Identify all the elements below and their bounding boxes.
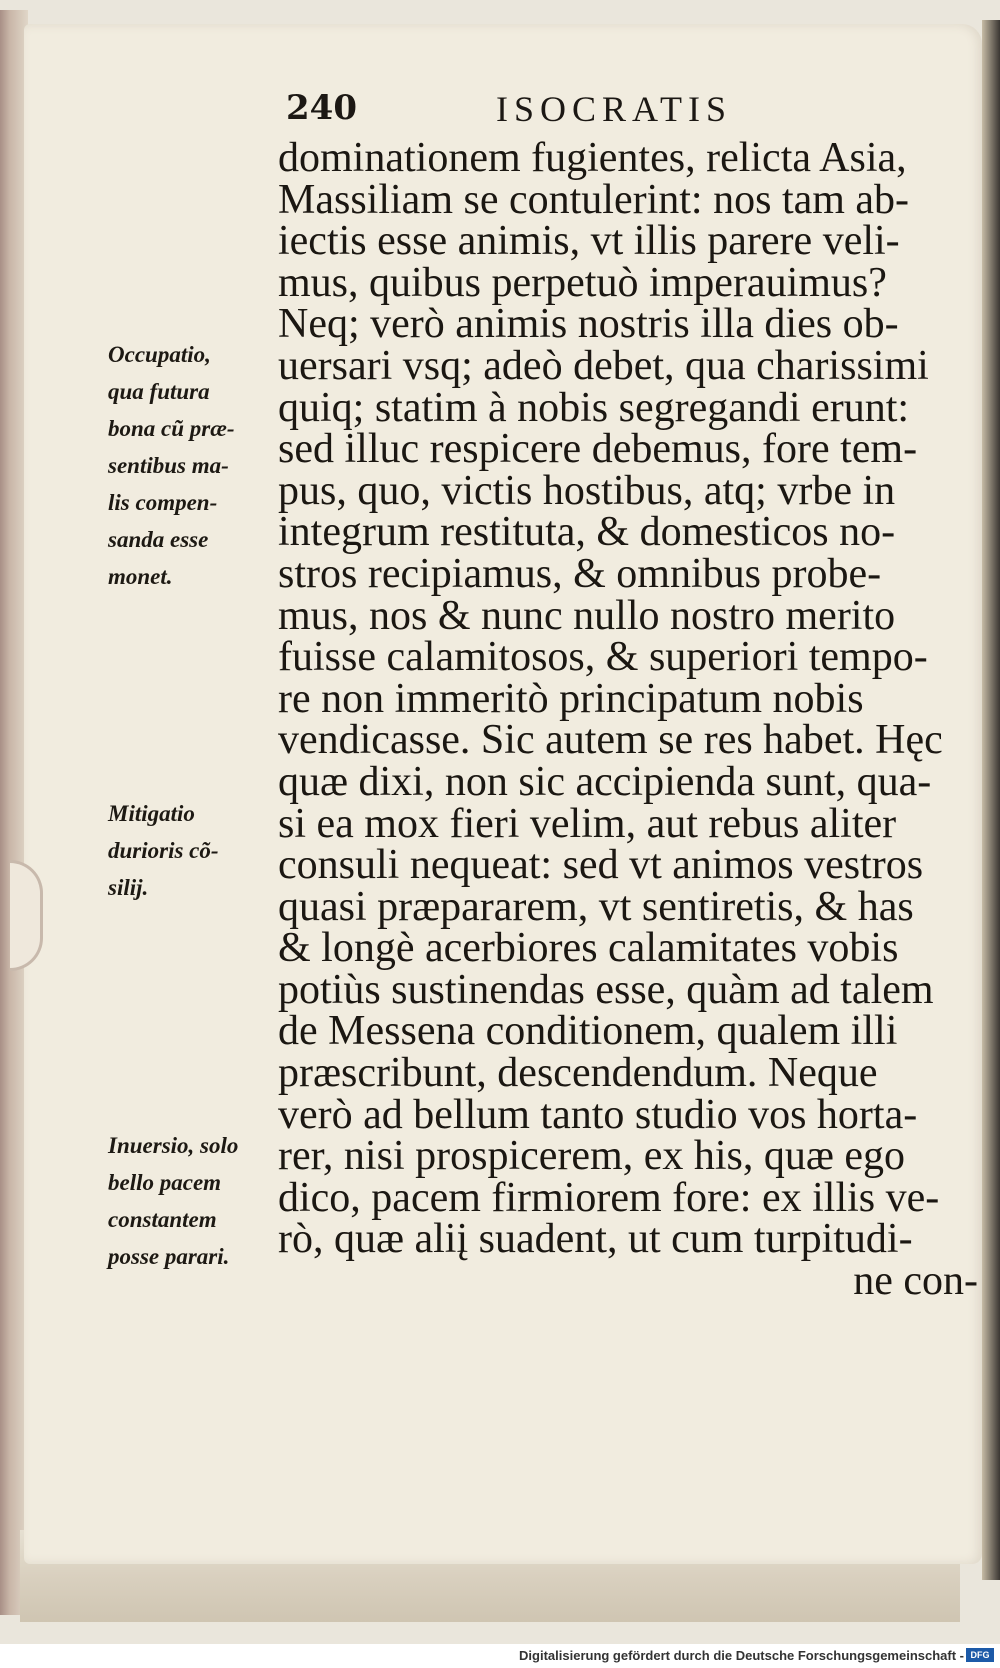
funding-credit: Digitalisierung gefördert durch die Deutsche Forschungsgemeinschaft - — [519, 1648, 964, 1663]
catchword: ne con- — [853, 1258, 978, 1305]
text-line: potiùs sustinendas esse, quàm ad talem — [278, 966, 934, 1013]
text-line: stros recipiamus, & omnibus probe- — [278, 550, 882, 597]
text-line: præscribunt, descendendum. Neque — [278, 1050, 878, 1097]
page-tab-marker — [10, 860, 43, 971]
marginal-line: silij. — [108, 875, 149, 900]
marginal-line: sentibus ma- — [108, 453, 229, 478]
text-line: vendicasse. Sic autem se res habet. Hęc — [278, 717, 943, 764]
marginal-line: bello pacem — [108, 1170, 222, 1195]
marginal-note-inuersio — [108, 1127, 238, 1275]
marginal-line: posse parari. — [108, 1244, 230, 1269]
running-head — [286, 88, 926, 138]
marginal-line: Mitigatio — [108, 801, 195, 826]
marginal-line: constantem — [108, 1207, 217, 1232]
main-text-block — [278, 135, 978, 1305]
text-line: uersari vsq; adeò debet, qua charissimi — [278, 342, 929, 389]
text-line: si ea mox fieri velim, aut rebus aliter — [278, 800, 897, 847]
text-line: de Messena conditionem, qualem illi — [278, 1008, 898, 1055]
running-title: ISOCRATIS — [496, 89, 733, 129]
text-line: & longè acerbiores calamitates vobis — [278, 925, 899, 972]
dfg-logo: DFG — [966, 1648, 994, 1662]
text-line: mus, quibus perpetuò imperauimus? — [278, 259, 887, 306]
text-line: Neq; verò animis nostris illa dies ob- — [278, 301, 899, 348]
text-line: quiq; statim à nobis segregandi erunt: — [278, 384, 910, 431]
text-line: consuli nequeat: sed vt animos vestros — [278, 842, 924, 889]
text-line: quæ dixi, non sic accipienda sunt, qua- — [278, 758, 932, 805]
page-number: 240 — [286, 88, 357, 128]
marginal-line: qua futura — [108, 379, 210, 404]
marginal-line: monet. — [108, 564, 173, 589]
marginal-note-mitigatio — [108, 795, 219, 906]
text-line: rer, nisi prospicerem, ex his, quæ ego — [278, 1133, 906, 1180]
text-line: Massiliam se contulerint: nos tam ab- — [278, 176, 910, 223]
marginal-note-occupatio — [108, 336, 235, 595]
text-line: dominationem fugientes, relicta Asia, — [278, 135, 907, 181]
marginal-line: sanda esse — [108, 527, 209, 552]
text-line: quasi præpararem, vt sentiretis, & has — [278, 883, 914, 930]
text-line: pus, quo, victis hostibus, atq; vrbe in — [278, 467, 896, 514]
text-line: re non immeritò principatum nobis — [278, 675, 864, 722]
text-line: rò, quæ aliį suadent, ut cum turpitudi- — [278, 1216, 913, 1263]
text-line: sed illuc respicere debemus, fore tem- — [278, 426, 918, 473]
text-line: iectis esse animis, vt illis parere veli- — [278, 218, 900, 265]
marginal-line: Inuersio, solo — [108, 1133, 239, 1158]
text-line: dico, pacem firmiorem fore: ex illis ve- — [278, 1174, 940, 1221]
marginal-line: durioris cõ- — [108, 838, 219, 863]
text-line: verò ad bellum tanto studio vos horta- — [278, 1091, 918, 1138]
text-line: mus, nos & nunc nullo nostro merito — [278, 592, 896, 639]
facing-page-edge — [982, 20, 1000, 1580]
marginal-line: lis compen- — [108, 490, 218, 515]
marginal-line: bona cũ præ- — [108, 416, 235, 441]
text-line: integrum restituta, & domesticos no- — [278, 509, 896, 556]
text-line: fuisse calamitosos, & superiori tempo- — [278, 634, 928, 681]
marginal-line: Occupatio, — [108, 342, 211, 367]
